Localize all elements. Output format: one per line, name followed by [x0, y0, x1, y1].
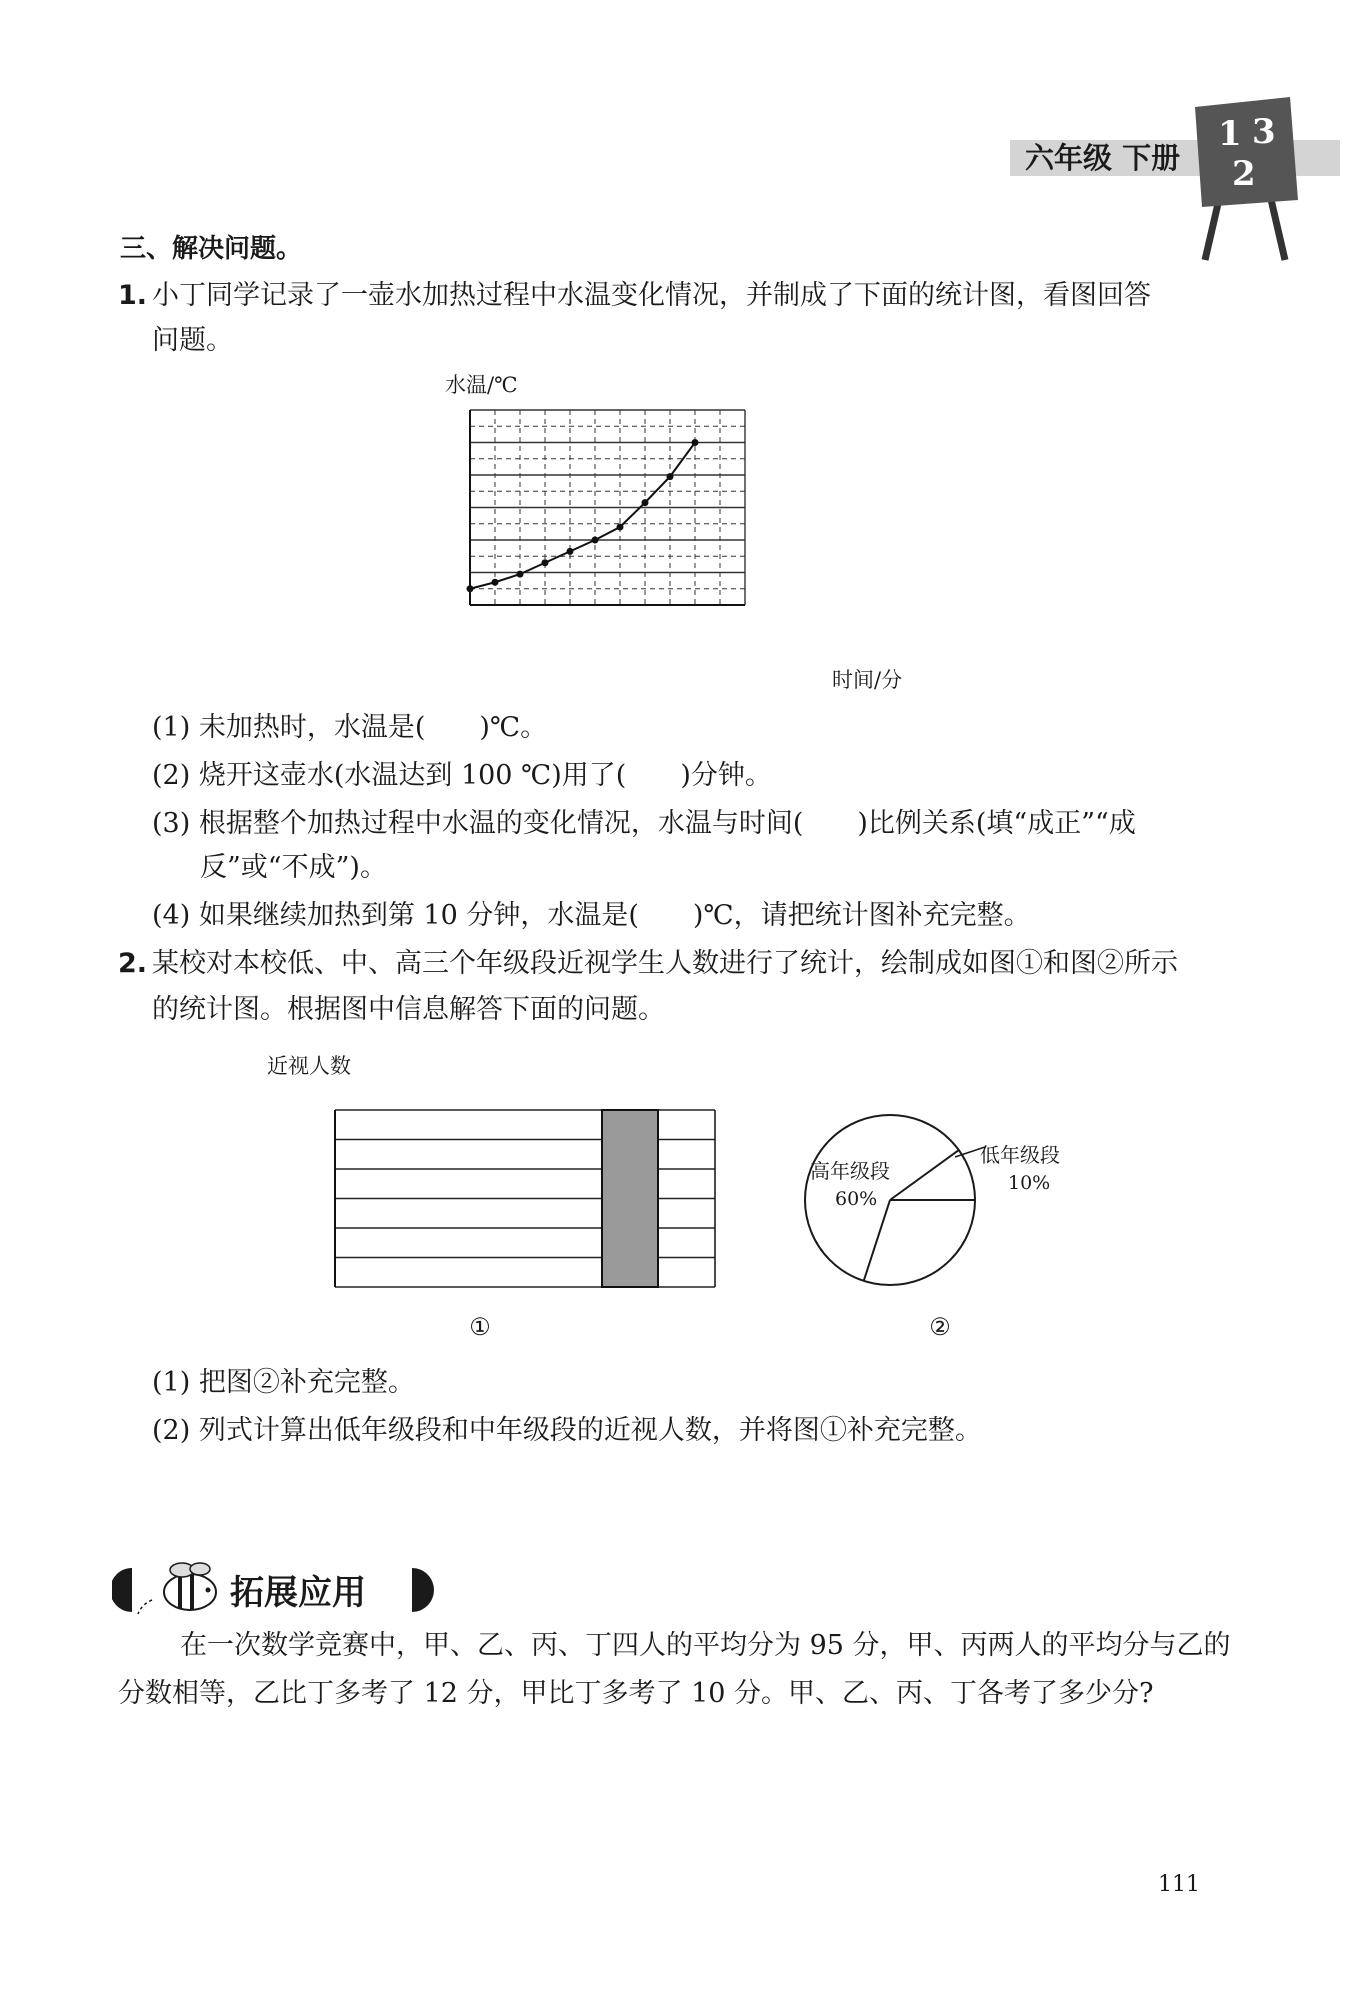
data-point — [692, 439, 699, 446]
logo-digit-1: 1 — [1218, 114, 1242, 154]
data-point — [617, 524, 624, 531]
pie-label-low: 低年级段 — [980, 1143, 1060, 1167]
data-point — [642, 499, 649, 506]
logo-digit-2: 2 — [1232, 154, 1256, 194]
page-number: 111 — [1158, 1872, 1200, 1897]
banner-right-cap — [412, 1568, 434, 1612]
q1-sub4: (4) 如果继续加热到第 10 分钟，水温是( )℃，请把统计图补充完整。 — [152, 900, 1031, 931]
q1-sub2: (2) 烧开这壶水(水温达到 100 ℃)用了( )分钟。 — [152, 760, 772, 791]
q2-sub1: (1) 把图②补充完整。 — [152, 1367, 415, 1398]
myopia-pie-chart — [780, 1085, 1100, 1345]
extension-banner — [112, 1560, 442, 1620]
extension-title: 拓展应用 — [230, 1573, 366, 1613]
temperature-line — [470, 443, 695, 589]
bar-chart-caption: ① — [469, 1313, 491, 1341]
pie-chart-caption: ② — [929, 1313, 951, 1341]
pie-label-high: 高年级段 — [810, 1159, 890, 1183]
section-heading: 三、解决问题。 — [120, 234, 303, 264]
q1-number: 1. — [118, 280, 148, 311]
bar-chart-ylabel: 近视人数 — [267, 1054, 351, 1078]
grade-label: 六年级 下册 — [1025, 141, 1181, 175]
q1-sub3-line2: 反”或“不成”)。 — [200, 852, 387, 883]
q2-text-line2: 的统计图。根据图中信息解答下面的问题。 — [152, 994, 665, 1025]
pie-value-low: 10% — [1008, 1172, 1051, 1194]
extension-text-line1: 在一次数学竞赛中，甲、乙、丙、丁四人的平均分为 95 分，甲、丙两人的平均分与乙的 — [180, 1630, 1231, 1661]
q1-sub3-line1: (3) 根据整个加热过程中水温的变化情况，水温与时间( )比例关系(填“成正”“成 — [152, 808, 1136, 839]
myopia-bar-chart — [255, 1045, 725, 1345]
water-temperature-line-chart — [420, 365, 940, 705]
data-point — [542, 559, 549, 566]
banner-left-cap — [112, 1568, 132, 1612]
q1-sub1: (1) 未加热时，水温是( )℃。 — [152, 712, 548, 743]
data-point — [667, 473, 674, 480]
data-point — [467, 585, 474, 592]
bee-icon — [138, 1563, 216, 1614]
data-point — [592, 537, 599, 544]
chalkboard-logo-icon — [1190, 95, 1300, 265]
data-point — [492, 579, 499, 586]
pie-value-high: 60% — [835, 1188, 878, 1210]
q2-sub2: (2) 列式计算出低年级段和中年级段的近视人数，并将图①补充完整。 — [152, 1415, 982, 1446]
q1-text-line2: 问题。 — [152, 325, 233, 356]
extension-text-line2: 分数相等，乙比丁多考了 12 分，甲比丁多考了 10 分。甲、乙、丙、丁各考了多少分? — [118, 1678, 1154, 1709]
data-point — [517, 571, 524, 578]
q2-text-line1: 某校对本校低、中、高三个年级段近视学生人数进行了统计，绘制成如图①和图②所示 — [152, 948, 1178, 979]
bar-2 — [602, 1110, 658, 1287]
pie-boundary-1 — [890, 1150, 959, 1200]
line-chart-ylabel: 水温/℃ — [445, 373, 518, 397]
line-chart-xlabel: 时间/分 — [832, 668, 903, 692]
q2-number: 2. — [118, 948, 148, 979]
logo-leg-right — [1270, 195, 1285, 260]
q1-text-line1: 小丁同学记录了一壶水加热过程中水温变化情况，并制成了下面的统计图，看图回答 — [152, 280, 1151, 311]
pie-boundary-2 — [864, 1200, 890, 1281]
logo-digit-3: 3 — [1252, 112, 1276, 152]
data-point — [567, 548, 574, 555]
